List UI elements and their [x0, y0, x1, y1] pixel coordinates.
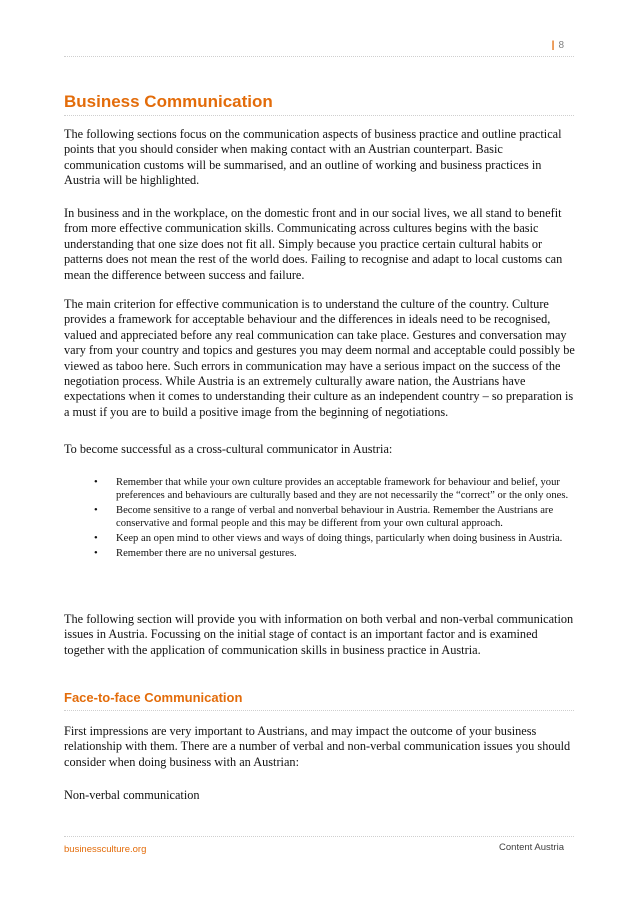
- list-item: [64, 504, 574, 530]
- bullets-intro-paragraph: To become successful as a cross-cultural communicator in Austria:: [64, 442, 393, 456]
- bullet-marker: •: [94, 533, 98, 544]
- subsection-title-rule: [64, 710, 574, 711]
- list-item: [64, 547, 574, 560]
- list-item: [64, 532, 574, 545]
- non-verbal-subheading: Non-verbal communication: [64, 788, 200, 802]
- list-item-text: Remember that while your own culture provides an acceptable framework for behaviour and belief, your preferences and behaviours are culturally based and they are not necessarily the “correct” or the only ones.: [116, 477, 569, 501]
- bullet-marker: •: [94, 477, 98, 488]
- face-to-face-paragraph: First impressions are very important to Austrians, and may impact the outcome of your business relationship with them. There are a number of verbal and non-verbal communication issues you should consider when doing business with an Austrian:: [64, 724, 571, 769]
- tips-list: [64, 476, 574, 562]
- footer-rule: [64, 836, 574, 837]
- subsection-title: Face-to-face Communication: [64, 690, 243, 705]
- header-rule: [64, 56, 574, 57]
- bullet-marker: •: [94, 548, 98, 559]
- list-item-text: Become sensitive to a range of verbal and nonverbal behaviour in Austria. Remember the Austrians are conservative and formal people and this may be different from your own cultural approach.: [116, 505, 554, 529]
- page-number-value: 8: [558, 40, 564, 51]
- list-item-text: Keep an open mind to other views and ways of doing things, particularly when doing business in Austria.: [116, 533, 563, 544]
- closing-paragraph: The following section will provide you with information on both verbal and non-verbal communication issues in Austria. Focussing on the initial stage of contact is an important factor and is examined together with the application of communication skills in business practice in Austria.: [64, 612, 574, 657]
- communication-skills-paragraph: In business and in the workplace, on the domestic front and in our social lives, we all stand to benefit from more effective communication skills. Communicating across cultures begins with the basic understanding that one size does not fit all. Simply because you practice certain cultural habits or patterns does not mean the rest of the world does. Failing to recognise and adapt to local customs can mean the difference between success and failure.: [64, 206, 563, 282]
- section-title-rule: [64, 115, 574, 116]
- intro-paragraph: The following sections focus on the communication aspects of business practice and outline practical points that you should consider when making contact with an Austrian counterpart. Basic communication customs will be summarised, and an outline of working and business practices in Austria will be highlighted.: [64, 127, 562, 188]
- section-title: Business Communication: [64, 92, 273, 111]
- list-item-text: Remember there are no universal gestures.: [116, 548, 297, 559]
- list-item: [64, 476, 574, 502]
- page-number-bar: |: [551, 40, 555, 51]
- footer-website: businessculture.org: [64, 844, 147, 855]
- culture-criterion-paragraph: The main criterion for effective communication is to understand the culture of the country. Culture provides a framework for acceptable behaviour and the differences in ideals need to be recognised, valued and appreciated before any real communication can take place. Gestures and conversation may vary from your country and topics and gestures you may deem normal and acceptable could possibly be viewed as taboo here. Such errors in communication may have a serious impact on the success of the negotiation process. While Austria is an extremely culturally aware nation, the Austrians have expectations when it comes to understanding their culture as an independent country – so preparation is a must if you are to build a positive image from the beginning of negotiations.: [64, 297, 575, 419]
- page-number: [552, 40, 564, 51]
- footer-label: Content Austria: [499, 842, 564, 853]
- bullet-marker: •: [94, 505, 98, 516]
